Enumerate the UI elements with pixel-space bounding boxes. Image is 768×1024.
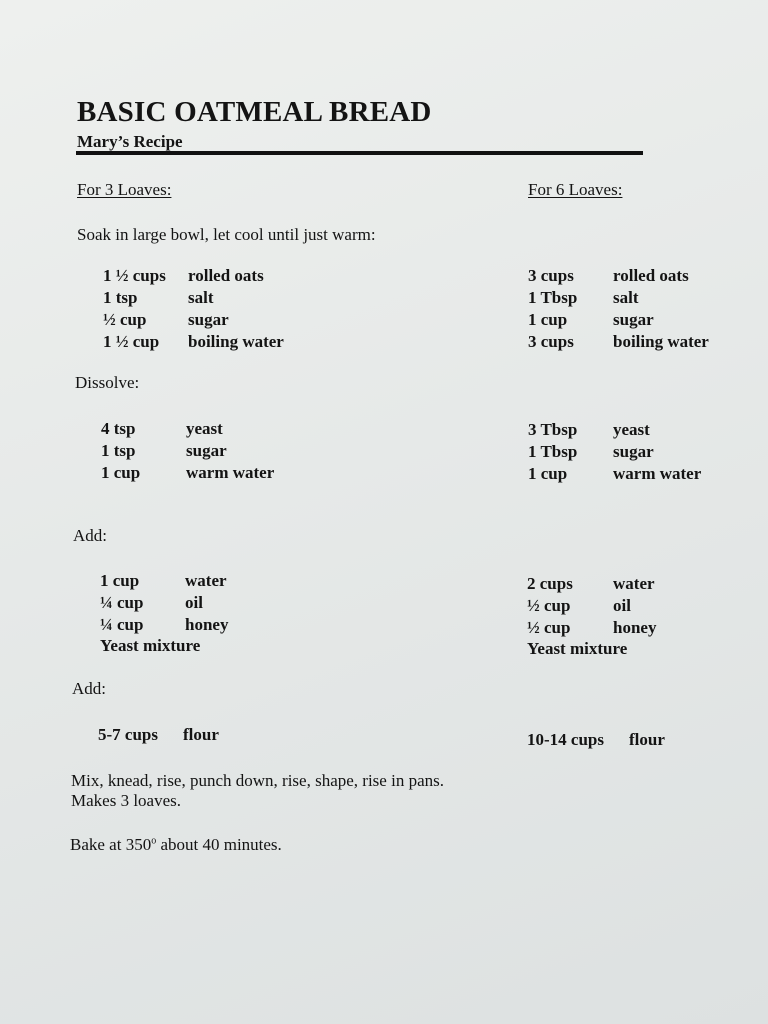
right-qty: 3 Tbsp bbox=[528, 420, 578, 439]
right-qty: 1 Tbsp bbox=[528, 442, 578, 461]
right-qty: 1 cup bbox=[528, 310, 568, 329]
recipe-subtitle: Mary’s Recipe bbox=[77, 132, 183, 151]
left-extra-item: Yeast mixture bbox=[100, 636, 201, 655]
instruction-dissolve: Dissolve: bbox=[75, 373, 140, 392]
bake-temp: Bake at 350 bbox=[70, 835, 152, 854]
column-heading-6-loaves: For 6 Loaves: bbox=[528, 180, 623, 199]
right-ingredient: yeast bbox=[613, 420, 650, 439]
right-ingredient: oil bbox=[613, 596, 631, 615]
degree-symbol: o bbox=[151, 835, 157, 847]
bake-instructions bbox=[70, 835, 282, 855]
right-qty: 1 cup bbox=[528, 464, 568, 483]
right-qty: 1 Tbsp bbox=[528, 288, 578, 307]
left-qty: ¼ cup bbox=[100, 593, 144, 612]
left-qty: 1 cup bbox=[101, 463, 141, 482]
right-ingredient: flour bbox=[629, 730, 665, 749]
left-ingredient: oil bbox=[185, 593, 203, 612]
left-ingredient: sugar bbox=[186, 441, 227, 460]
right-qty: 3 cups bbox=[528, 332, 574, 351]
method-instructions: Mix, knead, rise, punch down, rise, shape, rise in pans. bbox=[71, 771, 444, 790]
right-ingredient: sugar bbox=[613, 442, 654, 461]
right-ingredient: boiling water bbox=[613, 332, 709, 351]
right-qty: 2 cups bbox=[527, 574, 573, 593]
right-extra-item: Yeast mixture bbox=[527, 639, 628, 658]
left-ingredient: water bbox=[185, 571, 227, 590]
left-qty: 1 cup bbox=[100, 571, 140, 590]
left-ingredient: sugar bbox=[188, 310, 229, 329]
right-ingredient: salt bbox=[613, 288, 639, 307]
left-ingredient: yeast bbox=[186, 419, 223, 438]
right-ingredient: sugar bbox=[613, 310, 654, 329]
title-divider bbox=[76, 151, 643, 155]
left-qty: 1 ½ cup bbox=[103, 332, 160, 351]
recipe-title: BASIC OATMEAL BREAD bbox=[77, 96, 432, 128]
column-heading-3-loaves: For 3 Loaves: bbox=[77, 180, 172, 199]
left-qty: 1 tsp bbox=[101, 441, 136, 460]
instruction-soak: Soak in large bowl, let cool until just warm: bbox=[77, 225, 376, 244]
left-qty: ¼ cup bbox=[100, 615, 144, 634]
yield-note: Makes 3 loaves. bbox=[71, 791, 182, 810]
left-ingredient: rolled oats bbox=[188, 266, 264, 285]
left-ingredient: salt bbox=[188, 288, 214, 307]
left-ingredient: honey bbox=[185, 615, 229, 634]
right-qty: 3 cups bbox=[528, 266, 574, 285]
bake-time: about 40 minutes. bbox=[156, 835, 282, 854]
right-qty: ½ cup bbox=[527, 618, 571, 637]
right-ingredient: rolled oats bbox=[613, 266, 689, 285]
left-ingredient: boiling water bbox=[188, 332, 284, 351]
left-ingredient: flour bbox=[183, 725, 219, 744]
left-qty: 5-7 cups bbox=[98, 725, 158, 744]
right-ingredient: warm water bbox=[613, 464, 702, 483]
right-qty: ½ cup bbox=[527, 596, 571, 615]
left-qty: 1 tsp bbox=[103, 288, 138, 307]
left-qty: ½ cup bbox=[103, 310, 147, 329]
right-ingredient: honey bbox=[613, 618, 657, 637]
instruction-add: Add: bbox=[73, 526, 107, 545]
left-ingredient: warm water bbox=[186, 463, 275, 482]
left-qty: 1 ½ cups bbox=[103, 266, 166, 285]
right-ingredient: water bbox=[613, 574, 655, 593]
right-qty: 10-14 cups bbox=[527, 730, 604, 749]
left-qty: 4 tsp bbox=[101, 419, 136, 438]
instruction-add-flour: Add: bbox=[72, 679, 106, 698]
